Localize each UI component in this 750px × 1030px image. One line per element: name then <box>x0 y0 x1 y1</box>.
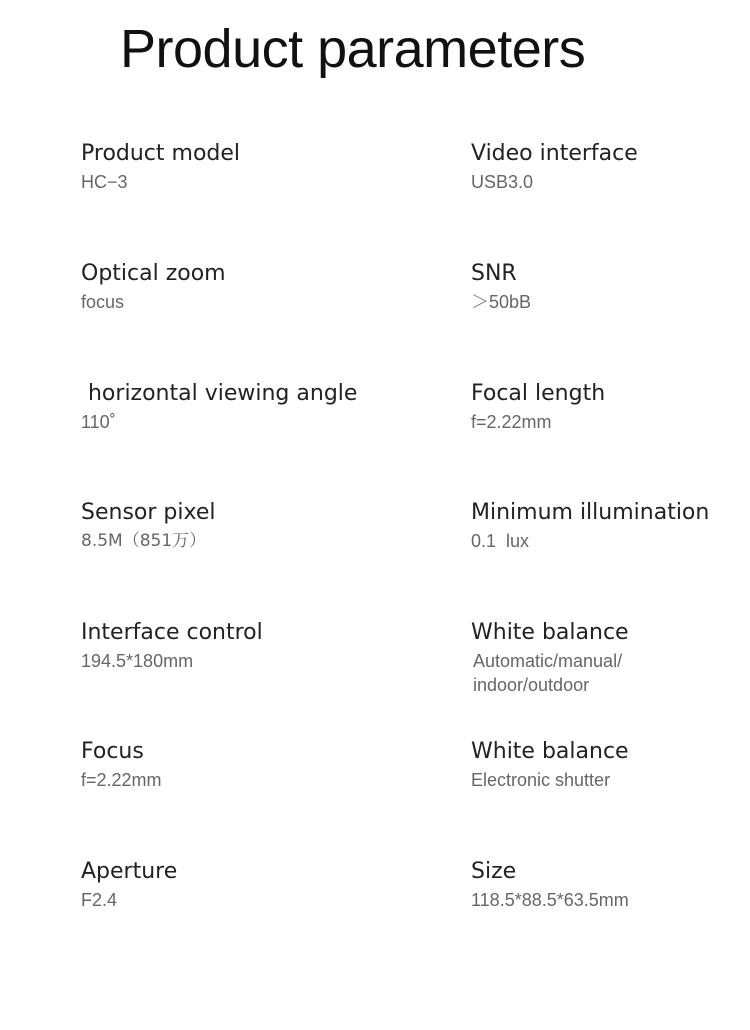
param-focus <box>81 738 361 792</box>
param-label: Product model <box>81 141 241 166</box>
param-label: Sensor pixel <box>81 500 216 525</box>
param-value: 110˚ <box>81 412 116 432</box>
param-label: Minimum illumination <box>471 500 710 525</box>
param-label: Size <box>471 859 517 884</box>
param-label: White balance <box>471 620 629 645</box>
param-value: Electronic shutter <box>471 770 611 790</box>
param-product-model <box>81 140 361 194</box>
param-label: Aperture <box>81 859 178 884</box>
param-label: Interface control <box>81 620 263 645</box>
param-aperture <box>81 858 361 912</box>
param-focal-length <box>471 380 750 434</box>
param-value: F2.4 <box>81 890 118 910</box>
param-label: Optical zoom <box>81 261 226 286</box>
param-value: 0.1 lux <box>471 531 530 551</box>
param-white-balance-shutter <box>471 738 750 792</box>
param-interface-control <box>81 619 361 673</box>
param-value-line2: indoor/outdoor <box>473 675 590 695</box>
param-label: Focus <box>81 739 144 764</box>
param-video-interface <box>471 140 750 194</box>
param-value: 118.5*88.5*63.5mm <box>471 890 629 910</box>
param-size <box>471 858 750 912</box>
param-value: focus <box>81 292 125 312</box>
param-value: USB3.0 <box>471 172 534 192</box>
param-value: Automatic/manual/ <box>473 651 623 671</box>
param-sensor-pixel <box>81 499 361 553</box>
param-minimum-illumination <box>471 499 750 553</box>
param-value: f=2.22mm <box>471 412 552 432</box>
param-label: White balance <box>471 739 629 764</box>
param-snr <box>471 260 750 314</box>
param-value: 194.5*180mm <box>81 651 194 671</box>
param-white-balance-mode <box>471 619 731 697</box>
param-label: Video interface <box>471 141 638 166</box>
param-value: f=2.22mm <box>81 770 162 790</box>
param-label: Focal length <box>471 381 606 406</box>
param-label: horizontal viewing angle <box>81 381 358 406</box>
param-label: SNR <box>471 261 517 286</box>
page-title: Product parameters <box>120 19 586 79</box>
param-value: ＞50bB <box>471 292 532 312</box>
param-value: HC−3 <box>81 172 128 192</box>
param-horizontal-viewing-angle <box>81 380 361 434</box>
param-value: 8.5M（851万） <box>81 531 207 551</box>
param-optical-zoom <box>81 260 361 314</box>
